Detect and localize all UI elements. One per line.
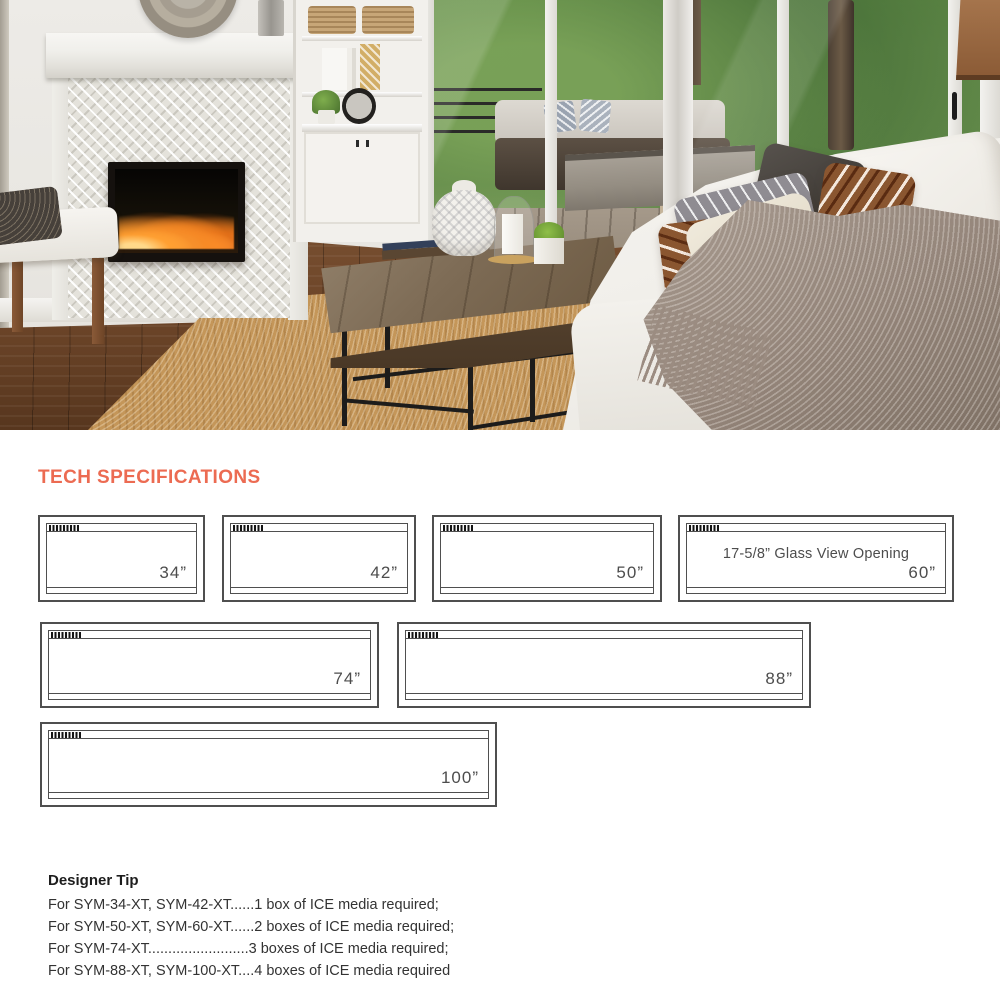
diagram-bottom-trim: [47, 587, 196, 588]
control-panel-buttons: [233, 525, 263, 531]
shelf-board: [302, 36, 422, 41]
control-panel-buttons: [443, 525, 473, 531]
fireplace-diagram-34: [38, 515, 205, 602]
cabinet-doors: [304, 132, 420, 224]
fireplace-diagram-60: [678, 515, 954, 602]
countertop: [302, 124, 422, 132]
woven-basket: [362, 6, 414, 34]
diagram-inner-frame: [440, 523, 654, 594]
metal-vase: [258, 0, 284, 36]
ginger-jar: [432, 190, 496, 256]
designer-tip-title: Designer Tip: [48, 872, 139, 889]
control-panel-buttons: [49, 525, 79, 531]
fireplace-diagram-50: [432, 515, 662, 602]
diagram-inner-frame: [48, 630, 371, 700]
designer-tip-line: For SYM-74-XT.........................3 boxes of ICE media required;: [48, 941, 449, 957]
flames: [119, 210, 235, 249]
diagram-top-trim: [441, 531, 653, 532]
size-label: 60”: [908, 563, 936, 582]
books: [322, 48, 356, 90]
table-leg: [342, 330, 347, 426]
diagram-bottom-trim: [441, 587, 653, 588]
diagram-inner-frame: [405, 630, 803, 700]
plant-pot: [318, 110, 335, 124]
diagram-bottom-trim: [406, 693, 802, 694]
control-panel-buttons: [51, 732, 81, 738]
diagram-bottom-trim: [49, 792, 488, 793]
fireplace-diagram-74: [40, 622, 379, 708]
diagram-top-trim: [49, 738, 488, 739]
bench-leg: [92, 258, 104, 344]
fireplace-diagram-88: [397, 622, 811, 708]
diagram-top-trim: [49, 638, 370, 639]
diagram-inner-frame: [686, 523, 946, 594]
door-handle: [952, 92, 957, 120]
size-label: 50”: [616, 563, 644, 582]
wall-corner-shadow: [0, 0, 9, 340]
size-label: 88”: [765, 669, 793, 688]
designer-tip-block: [48, 872, 608, 982]
cabinet-handle: [366, 140, 369, 147]
woven-basket: [308, 6, 356, 34]
diagram-bottom-trim: [231, 587, 407, 588]
fireplace-diagram-100: [40, 722, 497, 807]
control-panel-buttons: [408, 632, 438, 638]
bench-leg: [12, 256, 23, 332]
lamp-shade: [956, 0, 1000, 80]
control-panel-buttons: [689, 525, 719, 531]
diagram-inner-frame: [230, 523, 408, 594]
built-in-shelving: [293, 0, 428, 242]
glass-cloche: [494, 196, 534, 260]
size-label: 100”: [440, 768, 479, 787]
patterned-box: [360, 44, 380, 90]
section-title: TECH SPECIFICATIONS: [38, 467, 261, 488]
glass-view-opening-note: 17-5/8” Glass View Opening: [722, 546, 910, 563]
succulent-pot: [534, 238, 564, 264]
designer-tip-line: For SYM-88-XT, SYM-100-XT....4 boxes of ICE media required: [48, 963, 451, 979]
cloche-base: [488, 255, 538, 264]
cabinet-handle: [356, 140, 359, 147]
diagram-top-trim: [231, 531, 407, 532]
diagram-bottom-trim: [687, 587, 945, 588]
size-label: 34”: [159, 563, 187, 582]
diagram-top-trim: [406, 638, 802, 639]
linear-electric-fireplace: [108, 162, 245, 262]
designer-tip-line: For SYM-50-XT, SYM-60-XT......2 boxes of ICE media required;: [48, 919, 455, 935]
fireplace-diagram-42: [222, 515, 416, 602]
round-mirror: [342, 88, 376, 124]
diagram-top-trim: [47, 531, 196, 532]
diagram-bottom-trim: [49, 693, 370, 694]
living-room-photo: [0, 0, 1000, 430]
bench-pillow: [0, 186, 63, 246]
mantel-shelf: [46, 33, 310, 78]
diagram-inner-frame: [46, 523, 197, 594]
diagram-inner-frame: [48, 730, 489, 799]
size-label: 42”: [370, 563, 398, 582]
designer-tip-line: For SYM-34-XT, SYM-42-XT......1 box of ICE media required;: [48, 897, 439, 913]
size-label: 74”: [333, 669, 361, 688]
control-panel-buttons: [51, 632, 81, 638]
firebox-glass: [115, 169, 238, 253]
diagram-top-trim: [687, 531, 945, 532]
